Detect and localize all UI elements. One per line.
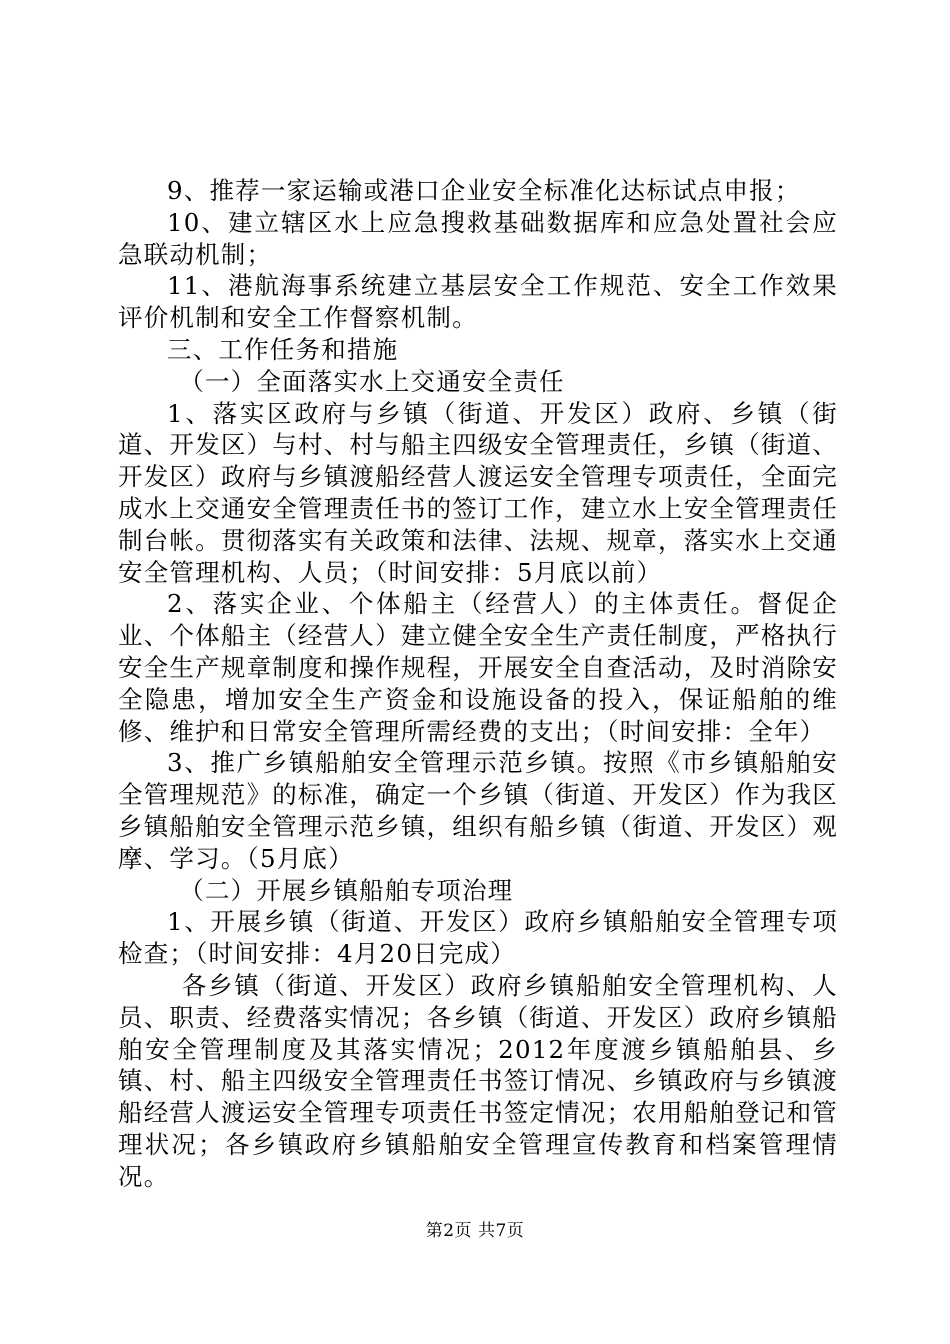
paragraph-inspection-1: 1、开展乡镇（街道、开发区）政府乡镇船舶安全管理专项检查；（时间安排：4月20日完成） [118,907,838,969]
section-heading-3: 三、工作任务和措施 [167,334,399,364]
subsection-heading-2: （二）开展乡镇船舶专项治理 [179,875,514,905]
paragraph-item-9: 9、推荐一家运输或港口企业安全标准化达标试点申报； [167,176,801,205]
page-footer: 第2页 共7页 [425,1221,525,1241]
paragraph-task-1: 1、落实区政府与乡镇（街道、开发区）政府、乡镇（街道、开发区）与村、村与船主四级安全管理责任，乡镇（街道、开发区）政府与乡镇渡船经营人渡运安全管理专项责任，全面完成水上交通安全管理责任书的签订工作，建立水上安全管理责任制台帐。贯彻落实有关政策和法律、法规、规章，落实水上交通安全管理机构、人员；（时间安排：5月底以前） [118,398,838,587]
paragraph-task-3: 3、推广乡镇船舶安全管理示范乡镇。按照《市乡镇船舶安全管理规范》的标准，确定一个乡镇（街道、开发区）作为我区乡镇船舶安全管理示范乡镇，组织有船乡镇（街道、开发区）观摩、学习。（5月底） [118,748,838,873]
paragraph-inspection-details: 各乡镇（街道、开发区）政府乡镇船舶安全管理机构、人员、职责、经费落实情况；各乡镇（街道、开发区）政府乡镇船舶安全管理制度及其落实情况；2012年度渡乡镇船舶县、乡镇、村、船主四级安全管理责任书签订情况、乡镇政府与乡镇渡船经营人渡运安全管理专项责任书签定情况；农用船舶登记和管理状况；各乡镇政府乡镇船舶安全管理宣传教育和档案管理情况。 [118,970,838,1191]
paragraph-task-2: 2、落实企业、个体船主（经营人）的主体责任。督促企业、个体船主（经营人）建立健全安全生产责任制度，严格执行安全生产规章制度和操作规程，开展安全自查活动，及时消除安全隐患，增加安全生产资金和设施设备的投入，保证船舶的维修、维护和日常安全管理所需经费的支出；（时间安排：全年） [118,589,838,746]
subsection-heading-1: （一）全面落实水上交通安全责任 [179,366,565,396]
document-body [118,175,838,1193]
paragraph-item-10: 10、建立辖区水上应急搜救基础数据库和应急处置社会应急联动机制； [118,207,838,269]
paragraph-item-11: 11、港航海事系统建立基层安全工作规范、安全工作效果评价机制和安全工作督察机制。 [118,271,838,333]
